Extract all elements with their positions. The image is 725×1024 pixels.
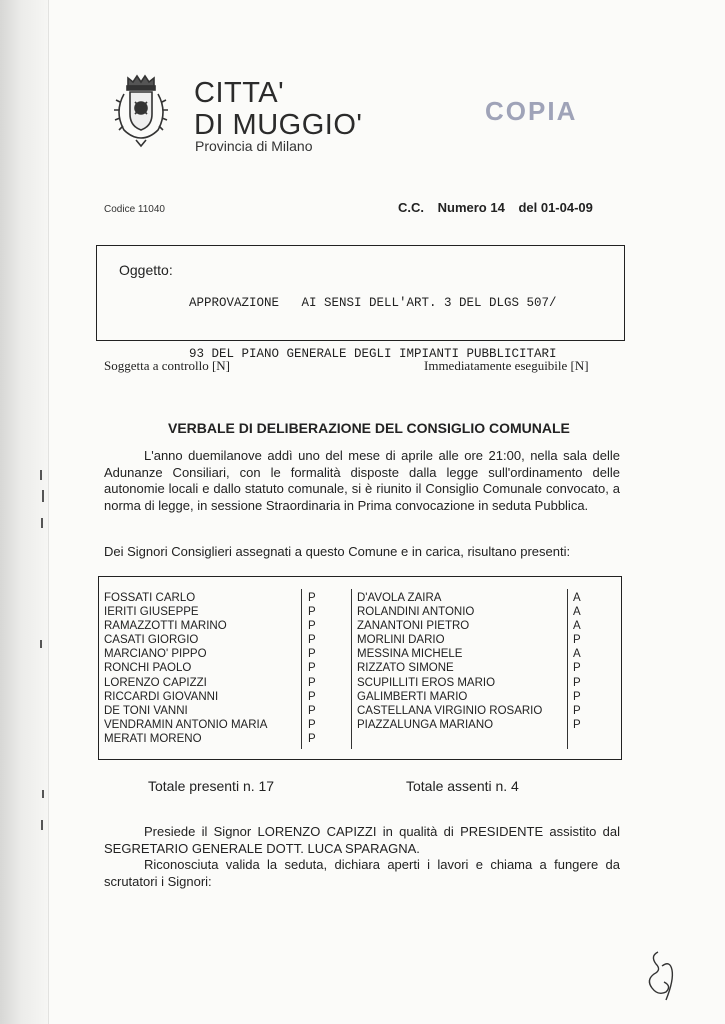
councillor-name: D'AVOLA ZAIRA xyxy=(357,592,442,604)
attendance-status: P xyxy=(573,704,581,717)
councillor-name: RICCARDI GIOVANNI xyxy=(104,690,219,703)
attendance-status: P xyxy=(573,690,581,703)
total-absent: Totale assenti n. 4 xyxy=(406,778,519,794)
subject-line-2: 93 DEL PIANO GENERALE DEGLI IMPIANTI PUBBLICITARI xyxy=(189,347,557,361)
councillor-name: MERATI MORENO xyxy=(104,732,202,745)
attendance-status: P xyxy=(308,704,316,717)
immediate-flag: Immediatamente eseguibile [N] xyxy=(424,358,589,373)
attendance-status: P xyxy=(573,718,581,731)
councillor-name: CASATI GIORGIO xyxy=(104,634,199,647)
scan-binding-edge xyxy=(0,0,49,1024)
attendance-status: A xyxy=(573,620,581,633)
left-divider xyxy=(301,589,302,749)
subject-label: Oggetto: xyxy=(119,262,173,278)
attendance-status: A xyxy=(573,592,581,604)
deliberation-date: del 01-04-09 xyxy=(518,200,593,215)
councillor-name: SCUPILLITI EROS MARIO xyxy=(357,676,496,689)
attendance-status: P xyxy=(308,648,316,661)
attendance-status: P xyxy=(308,606,316,619)
subject-line-1: APPROVAZIONE AI SENSI DELL'ART. 3 DEL DLGS 507/ xyxy=(189,296,557,310)
councillor-name: LORENZO CAPIZZI xyxy=(104,676,207,689)
province-label: Provincia di Milano xyxy=(195,138,313,154)
attendance-status: P xyxy=(308,676,316,689)
attendance-status: P xyxy=(308,718,316,731)
deliberation-number: Numero 14 xyxy=(437,200,505,215)
councillor-name: MARCIANO' PIPPO xyxy=(104,648,207,661)
president-paragraph: Presiede il Signor LORENZO CAPIZZI in qualità di PRESIDENTE assistito dal SEGRETARIO GENERALE DOTT. LUCA SPARAGNA. xyxy=(104,824,620,856)
attendance-status: A xyxy=(573,606,581,619)
left-status-column xyxy=(308,591,316,746)
right-status-column xyxy=(573,591,581,732)
councillor-name: FOSSATI CARLO xyxy=(104,592,196,604)
attendance-status: P xyxy=(308,690,316,703)
right-names-column xyxy=(357,591,542,732)
councillor-name: IERITI GIUSEPPE xyxy=(104,606,199,619)
subject-text xyxy=(189,261,609,397)
councillor-name: ZANANTONI PIETRO xyxy=(357,620,470,633)
coat-of-arms-icon xyxy=(110,72,172,152)
attendance-status: P xyxy=(573,634,581,647)
attendance-status: P xyxy=(308,620,316,633)
councillor-name: RONCHI PAOLO xyxy=(104,662,192,675)
scrutineers-paragraph: Riconosciuta valida la seduta, dichiara aperti i lavori e chiama a fungere da scrutatori i Signori: xyxy=(104,857,620,889)
councillor-name: MORLINI DARIO xyxy=(357,634,445,647)
codice-label: Codice 11040 xyxy=(104,204,165,215)
councillor-name: RAMAZZOTTI MARINO xyxy=(104,620,227,633)
attendance-status: P xyxy=(308,634,316,647)
right-divider xyxy=(567,589,568,749)
minutes-title: VERBALE DI DELIBERAZIONE DEL CONSIGLIO COMUNALE xyxy=(168,420,570,436)
attendance-status: P xyxy=(308,592,316,604)
deliberation-reference xyxy=(398,200,603,215)
councillor-name: GALIMBERTI MARIO xyxy=(357,690,468,703)
attendance-status: P xyxy=(573,662,581,675)
present-intro: Dei Signori Consiglieri assegnati a questo Comune e in carica, risultano presenti: xyxy=(104,544,571,559)
handwritten-signature xyxy=(636,944,686,1004)
cc-label: C.C. xyxy=(398,200,424,215)
councillor-name: RIZZATO SIMONE xyxy=(357,662,454,675)
councillor-name: CASTELLANA VIRGINIO ROSARIO xyxy=(357,704,543,717)
attendance-status: A xyxy=(573,648,581,661)
city-name-line1: CITTA' xyxy=(194,77,285,109)
middle-divider xyxy=(351,589,352,749)
councillor-name: DE TONI VANNI xyxy=(104,704,188,717)
left-names-column xyxy=(104,591,267,746)
copia-stamp: COPIA xyxy=(485,96,578,126)
attendance-status: P xyxy=(308,732,316,745)
councillor-name: MESSINA MICHELE xyxy=(357,648,463,661)
councillors-table xyxy=(98,576,622,760)
councillor-name: ROLANDINI ANTONIO xyxy=(357,606,475,619)
councillor-name: VENDRAMIN ANTONIO MARIA xyxy=(104,718,268,731)
control-flag: Soggetta a controllo [N] xyxy=(104,358,230,373)
subject-box xyxy=(96,245,625,361)
councillor-name: PIAZZALUNGA MARIANO xyxy=(357,718,494,731)
intro-paragraph: L'anno duemilanove addì uno del mese di aprile alle ore 21:00, nella sala delle Adunanze Consiliari, con le formalità disposte dalla legge sull'ordinamento delle autonomie locali e dallo statuto comunale, si è riunito il Consiglio Comunale convocato, a norma di legge, in sessione Straordinaria in Prima convocazione in seduta Pubblica. xyxy=(104,448,620,513)
attendance-status: P xyxy=(573,676,581,689)
total-present: Totale presenti n. 17 xyxy=(148,778,275,794)
city-name-line2: DI MUGGIO' xyxy=(194,109,363,141)
attendance-status: P xyxy=(308,662,316,675)
